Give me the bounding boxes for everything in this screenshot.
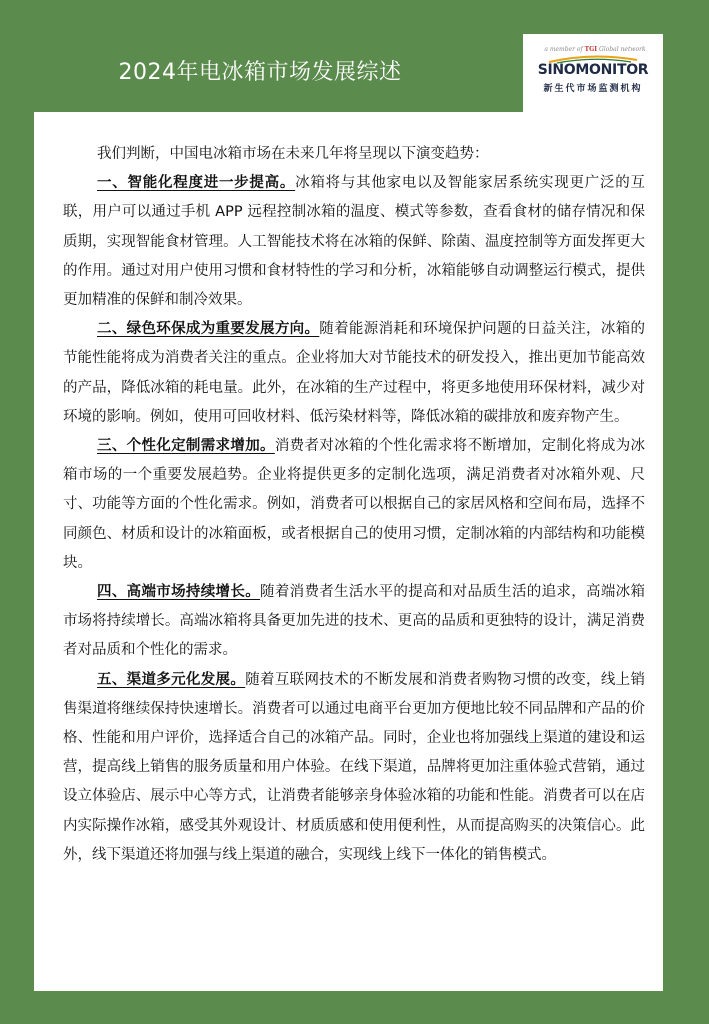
- page-title: 2024年电冰箱市场发展综述: [118, 60, 402, 85]
- sinomonitor-logo: [523, 34, 663, 112]
- section-body: 随着能源消耗和环境保护问题的日益关注，冰箱的节能性能将成为消费者关注的重点。企业将加大对节能技术的研发投入，推出更加节能高效的产品，降低冰箱的耗电量。此外，在冰箱的生产过程中，将更多地使用环保材料，减少对环境的影响。例如，使用可回收材料、低污染材料等，降低冰箱的碳排放和废弃物产生。: [63, 321, 646, 425]
- logo-subtitle: 新生代市场监测机构: [543, 84, 643, 94]
- section-heading: 二、绿色环保成为重要发展方向。: [97, 321, 320, 338]
- logo-tagline-suffix: Global network: [599, 46, 646, 53]
- section-heading: 一、智能化程度进一步提高。: [97, 175, 296, 192]
- section-heading: 三、个性化定制需求增加。: [97, 438, 275, 455]
- section-body: 随着互联网技术的不断发展和消费者购物习惯的改变，线上销售渠道将继续保持快速增长。消费者可以通过电商平台更加方便地比较不同品牌和产品的价格、性能和用户评价，选择适合自己的冰箱产品。同时，企业也将加强线上渠道的建设和运营，提高线上销售的服务质量和用户体验。在线下渠道，品牌将更加注重体验式营销，通过设立体验店、展示中心等方式，让消费者能够亲身体验冰箱的功能和性能。消费者可以在店内实际操作冰箱，感受其外观设计、材质质感和使用便利性，从而提高购买的决策信心。此外，线下渠道还将加强与线上渠道的融合，实现线上线下一体化的销售模式。: [63, 671, 646, 863]
- logo-tagline-prefix: a member of: [544, 46, 583, 53]
- logo-tagline: [539, 46, 651, 53]
- section-heading: 五、渠道多元化发展。: [97, 671, 246, 688]
- section-paragraph: [63, 432, 645, 578]
- section-body: 冰箱将与其他家电以及智能家居系统实现更广泛的互联，用户可以通过手机 APP 远程控制冰箱的温度、模式等参数，查看食材的储存情况和保质期，实现智能食材管理。人工智能技术将在冰箱的保鲜、除菌、温度控制等方面发挥更大的作用。通过对用户使用习惯和食材特性的学习和分析，冰箱能够自动调整运行模式，提供更加精准的保鲜和制冷效果。: [63, 175, 645, 309]
- logo-name: SINOMONITOR: [537, 62, 649, 78]
- section-heading: 四、高端市场持续增长。: [97, 584, 261, 601]
- section-paragraph: [63, 578, 645, 666]
- intro-paragraph: 我们判断，中国电冰箱市场在未来几年将呈现以下演变趋势：: [97, 146, 489, 162]
- article-body: [63, 140, 645, 870]
- section-paragraph: [63, 666, 645, 870]
- section-body: 随着消费者生活水平的提高和对品质生活的追求，高端冰箱市场将持续增长。高端冰箱将具备更加先进的技术、更高的品质和更独特的设计，满足消费者对品质和个性化的需求。: [63, 584, 645, 659]
- section-paragraph: [63, 315, 645, 432]
- section-paragraph: [63, 169, 645, 315]
- logo-tagline-brand: TGI: [584, 46, 598, 53]
- section-body: 消费者对冰箱的个性化需求将不断增加，定制化将成为冰箱市场的一个重要发展趋势。企业将提供更多的定制化选项，满足消费者对冰箱外观、尺寸、功能等方面的个性化需求。例如，消费者可以根据自己的家居风格和空间布局，选择不同颜色、材质和设计的冰箱面板，或者根据自己的使用习惯，定制冰箱的内部结构和功能模块。: [63, 438, 646, 571]
